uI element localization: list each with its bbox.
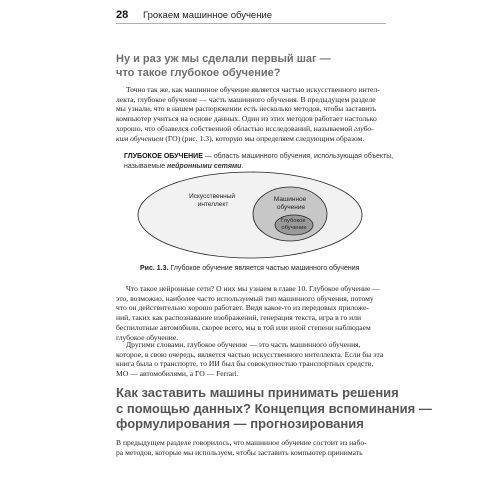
paragraph-2 (116, 284, 386, 342)
text-line: глубокое обучение. (116, 332, 179, 342)
paragraph-4 (116, 438, 386, 457)
text-line: лекта, глубокое обучение — часть машинного обучения. В предыдущем разделе (116, 94, 376, 104)
text-line: которое, в свою очередь, является частью искусственного интеллекта. Если бы эта (116, 349, 384, 359)
figure-caption (140, 265, 400, 272)
text-line: ра методов, которые мы используем, чтобы заставить компьютер принимать (116, 447, 363, 457)
heading-line: с помощью данных? Концепция вспоминания — (116, 400, 432, 416)
heading-line: Как заставить машины принимать решения (116, 385, 399, 400)
text-line: МО — автомобилями, а ГО — Ferrari. (116, 369, 239, 379)
text-line: В предыдущем разделе говорилось, что машинное обучение состоит из набо- (116, 438, 367, 447)
definition-text: — область машинного обучения, использующая объекты, (202, 153, 394, 160)
definition-block: ГЛУБОКОЕ ОБУЧЕНИЕ — область машинного обучения, использующая объекты, называемые нейронными сетями. (124, 153, 394, 170)
italic-term: глубо- (354, 123, 374, 133)
section-heading (116, 385, 432, 432)
text-line: книга была о транспорте, то ИИ был бы совокупностью транспортных средств, (116, 359, 374, 369)
caption-text: Глубокое обучение является частью машинного обучения (168, 265, 360, 272)
ai-label: Искусственный интеллект (189, 193, 236, 208)
caption-label: Рис. 1.3. (140, 265, 169, 272)
text-line: ний, таких как распознавание изображений, генерация текста, игра в го или (116, 313, 362, 323)
text-line: ким обучением (ГО) (рис. 1.3), которую мы определяем следующим образом. (116, 133, 365, 143)
running-head: Грокаем машинное обучение (143, 10, 273, 21)
heading-line: формулирования — прогнозирования (116, 416, 364, 431)
ai-ellipse (138, 172, 362, 258)
text-line: мы узнали, что в нашем распоряжении есть несколько методов, чтобы заставить (116, 104, 377, 114)
text-line: что он действительно хорошо работает. Видя какое-то из передовых приложе- (116, 303, 369, 313)
text-line: Точно так же, как машинное обучение является частью искусственного интел- (126, 85, 380, 94)
paragraph-3 (116, 340, 386, 379)
text-line: хорошо, что обзавелся собственной областью исследований, называемой глубо- (116, 123, 374, 133)
italic-term: ким обучением (116, 133, 164, 143)
section-title-line: что такое глубокое обучение? (116, 67, 281, 79)
text-line: Что такое нейронные сети? О них мы узнаем в главе 10. Глубокое обучение — (126, 284, 380, 293)
ml-label: Машинное обучение (273, 196, 307, 211)
text-line: это, возможно, наиболее часто используемый тип машинного обучения, потому (116, 293, 374, 303)
definition-italic-term: нейронными сетями (167, 162, 242, 170)
definition-term: ГЛУБОКОЕ ОБУЧЕНИЕ (124, 153, 203, 160)
dl-label: Глубокое обучение (280, 218, 307, 231)
text-line: беспилотные автомобили, скорее всего, мы в той или иной степени наблюдаем (116, 322, 371, 332)
text-line: компьютер учиться на основе данных. Один из этих методов работает настолько (116, 114, 377, 124)
page-number: 28 (116, 9, 129, 21)
text-line: Другими словами, глубокое обучение — это часть машинного обучения, (126, 340, 361, 349)
section-title-line: Ну и раз уж мы сделали первый шаг — (116, 53, 331, 65)
